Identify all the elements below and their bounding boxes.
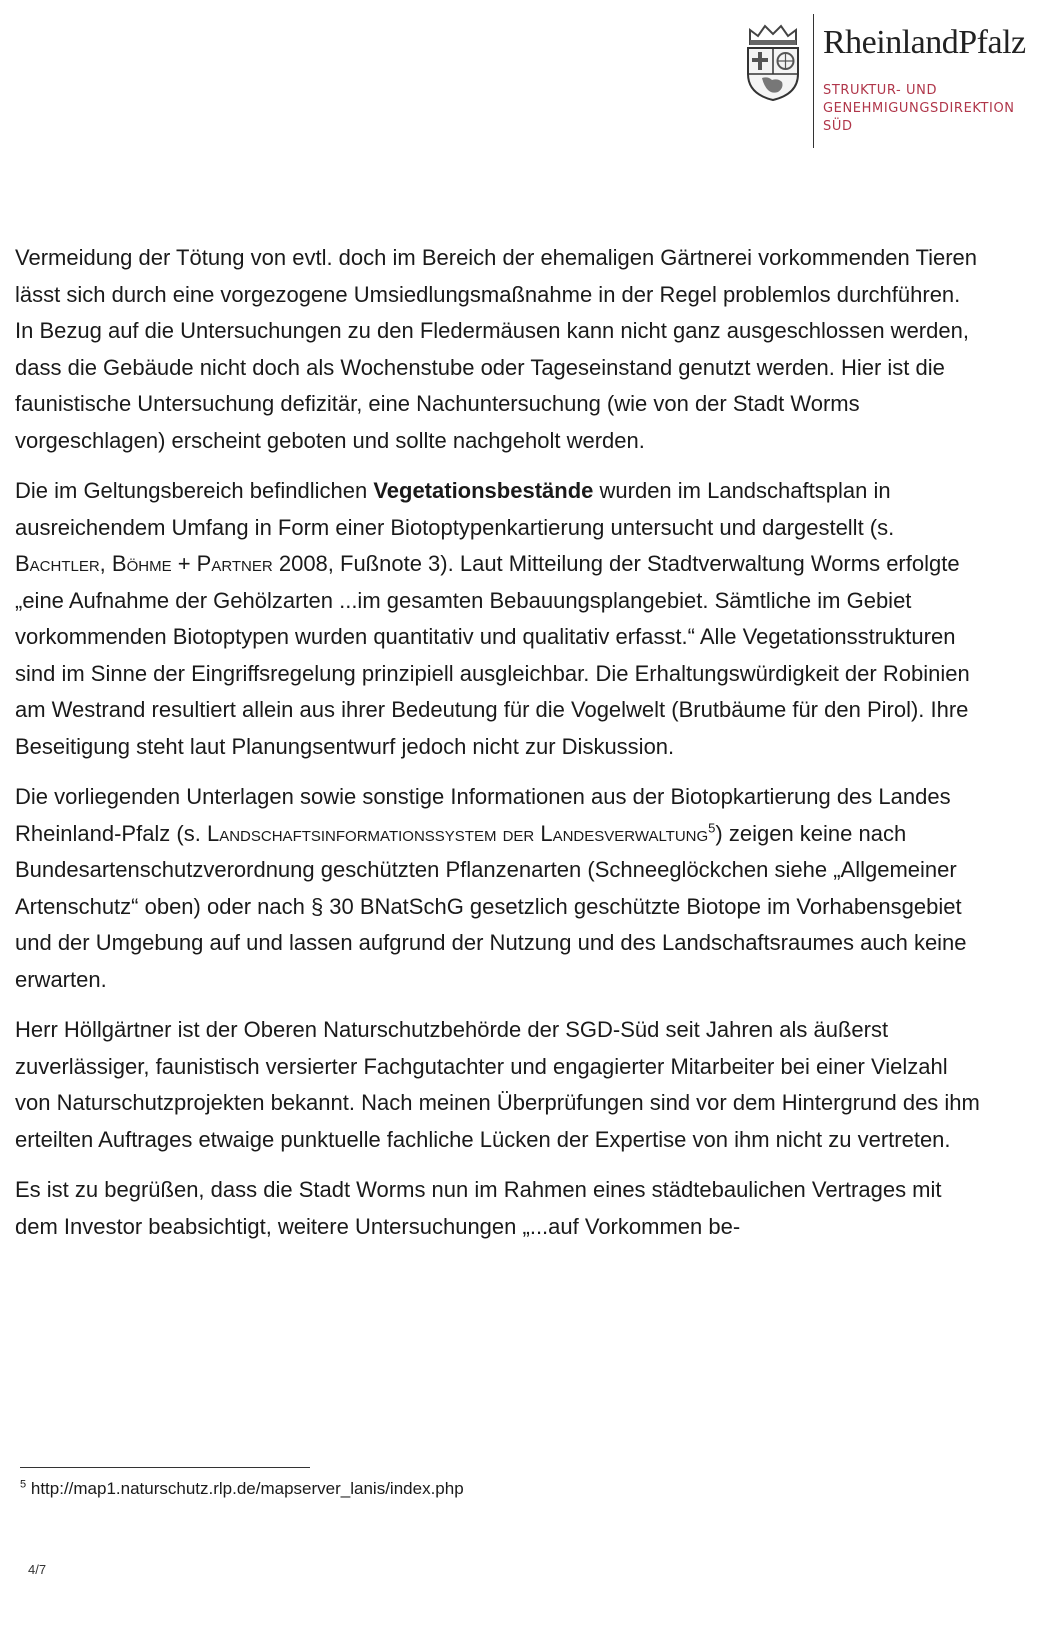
page-number: 4/7 xyxy=(28,1562,47,1577)
footnote-number: 5 xyxy=(20,1478,27,1491)
paragraph-3-citation: Landschaftsinformationssystem der Landesverwaltung xyxy=(206,820,709,846)
paragraph-2-mid2: 2008, Fußnote 3). Laut Mitteilung der Stadtverwaltung Worms erfolgte „eine Aufnahme der Gehölzarten ...im gesamten Bebauungsplangebiet. Sämtliche im Gebiet vorkommenden Biotoptypen wurden quantitativ und qualitativ erfasst.“ Alle Vegetationsstrukturen sind im Sinne der Eingriffsregelung prinzipiell ausgleichbar. Die Erhaltungswürdigkeit der Robinien am Westrand resultiert allein aus ihrer Bedeutung für die Vogelwelt (Brutbäume für den Pirol). Ihre Beseitigung steht laut Planungsentwurf jedoch nicht zur Diskussion. xyxy=(15,551,970,759)
footnote-ref: 5 xyxy=(708,820,716,836)
footnote-rule xyxy=(20,1467,310,1468)
authority-line-3: SÜD xyxy=(823,119,853,134)
paragraph-2-keyword: Vegetationsbestände xyxy=(373,478,594,503)
brand-logo-text: RheinlandPfalz xyxy=(823,24,1026,61)
paragraph-1-sentence-a: Vermeidung der Tötung von evtl. doch im Bereich der ehemaligen Gärtnerei vorkommenden Tieren lässt sich durch eine vorgezogene Umsiedlungsmaßnahme in der Regel problemlos durchführen. xyxy=(15,245,978,307)
footnote xyxy=(20,1478,464,1500)
paragraph-5: Es ist zu begrüßen, dass die Stadt Worms nun im Rahmen eines städtebaulichen Vertrages mit dem Investor beabsichtigt, weitere Untersuchungen „...auf Vorkommen be- xyxy=(15,1177,942,1239)
paragraph-2-citation: Bachtler, Böhme + Partner xyxy=(15,551,273,576)
coat-of-arms-icon xyxy=(742,22,804,102)
paragraph-2 xyxy=(15,473,985,765)
paragraph-1-sentence-b: In Bezug auf die Untersuchungen zu den Fledermäusen kann nicht ganz ausgeschlossen werden, dass die Gebäude nicht doch als Wochenstube oder Tageseinstand genutzt werden. Hier ist die faunistische Untersuchung defizitär, eine Nachuntersuchung (wie von der Stadt Worms vorgeschlagen) erscheint geboten und sollte nachgeholt werden. xyxy=(15,318,969,453)
paragraph-1 xyxy=(15,240,985,459)
authority-line-1: STRUKTUR- UND xyxy=(823,83,938,98)
authority-line-2: GENEHMIGUNGSDIREKTION xyxy=(823,101,1015,116)
document-body xyxy=(15,240,985,1259)
footnote-url[interactable]: http://map1.naturschutz.rlp.de/mapserver_lanis/index.php xyxy=(30,1479,464,1498)
letterhead xyxy=(740,14,1040,154)
paragraph-3 xyxy=(15,779,985,998)
letterhead-divider xyxy=(813,14,814,148)
paragraph-3-post: ) zeigen keine nach Bundesartenschutzverordnung geschützten Pflanzenarten (Schneeglöckchen siehe „Allgemeiner Artenschutz“ oben) oder nach § 30 BNatSchG gesetzlich geschützte Biotope im Vorhabensgebiet und der Umgebung auf und lassen aufgrund der Nutzung und des Landschaftsraumes auch keine erwarten. xyxy=(15,820,967,992)
paragraph-3-pre: Die vorliegenden Unterlagen sowie sonstige Informationen aus der Biotopkartierung des Landes Rheinland-Pfalz (s. xyxy=(15,784,951,846)
paragraph-2-pre: Die im Geltungsbereich befindlichen xyxy=(15,478,374,503)
paragraph-4: Herr Höllgärtner ist der Oberen Naturschutzbehörde der SGD-Süd seit Jahren als äußerst zuverlässiger, faunistisch versierter Fachgutachter und engagierter Mitarbeiter bei einer Vielzahl von Naturschutzprojekten bekannt. Nach meinen Überprüfungen sind vor dem Hintergrund des ihm erteilten Auftrages etwaige punktuelle fachliche Lücken der Expertise von ihm nicht zu vertreten. xyxy=(15,1017,980,1152)
paragraph-2-mid1: wurden im Landschaftsplan in ausreichendem Umfang in Form einer Biotoptypenkartierung untersucht und dargestellt (s. xyxy=(15,478,895,540)
authority-name xyxy=(823,82,1015,136)
